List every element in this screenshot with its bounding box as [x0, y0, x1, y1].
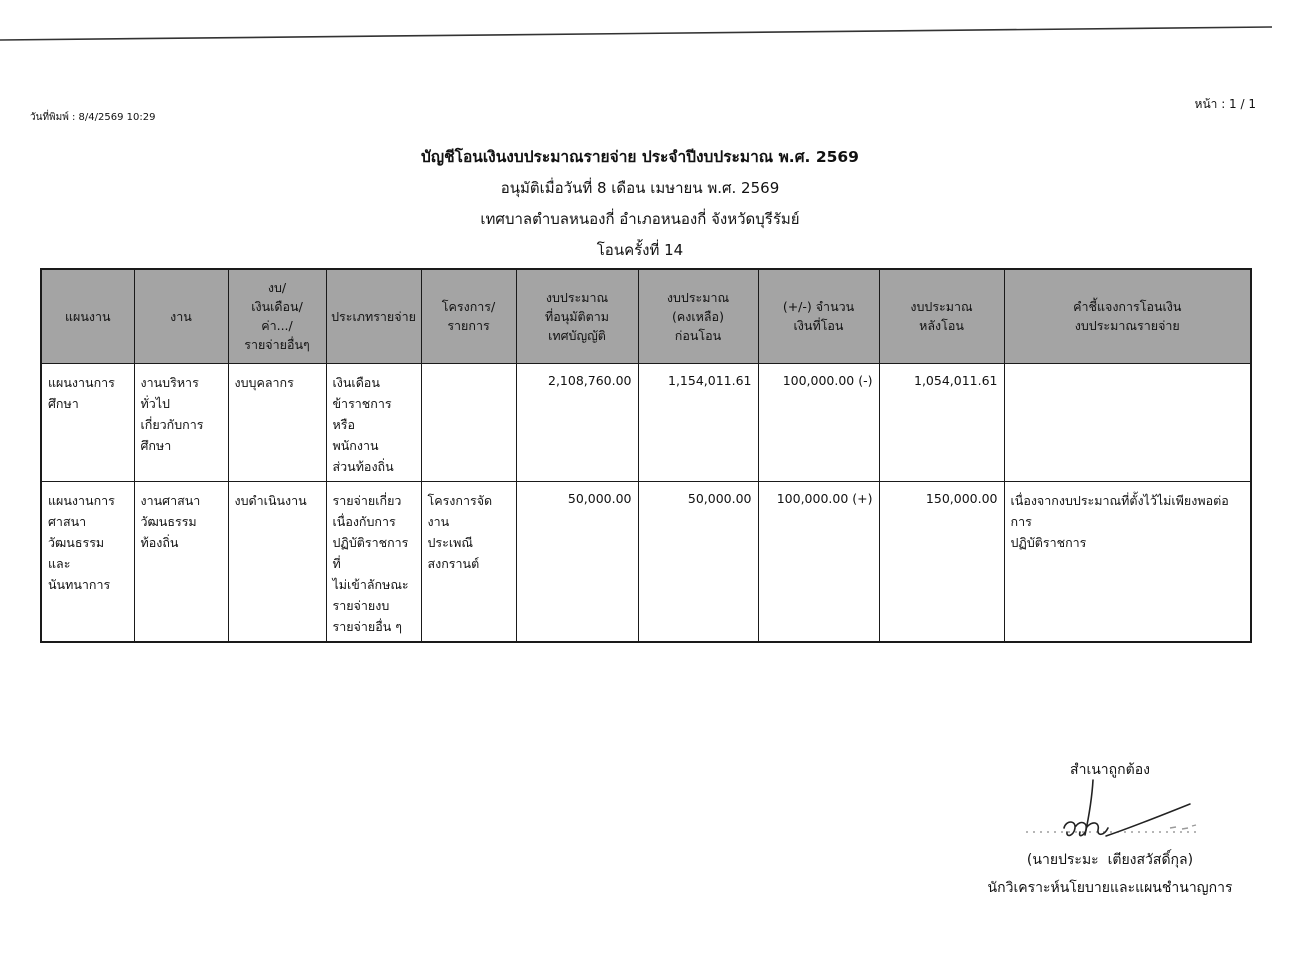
- budget-transfer-table: [40, 268, 1252, 643]
- header-approved-budget: งบประมาณ ที่อนุมัติตาม เทศบัญญัติ: [516, 269, 638, 363]
- table-row: [41, 363, 1251, 481]
- organization-name: เทศบาลตำบลหนองกี่ อำเภอหนองกี่ จังหวัดบุรีรัมย์: [480, 210, 800, 228]
- cell-plan: แผนงานการ ศึกษา: [41, 363, 134, 481]
- cell-plan: แผนงานการ ศาสนา วัฒนธรรม และ นันทนาการ: [41, 481, 134, 642]
- header-project: โครงการ/ รายการ: [421, 269, 516, 363]
- table-row: [41, 481, 1251, 642]
- cell-budget-category: งบดำเนินงาน: [228, 481, 326, 642]
- header-plan: แผนงาน: [41, 269, 134, 363]
- cell-remaining-before: 50,000.00: [638, 481, 758, 642]
- transfer-number: โอนครั้งที่ 14: [596, 241, 684, 259]
- cell-work: งานบริหารทั่วไป เกี่ยวกับการ ศึกษา: [134, 363, 228, 481]
- table-header-row: [41, 269, 1251, 363]
- cell-expense-type: เงินเดือน ข้าราชการ หรือ พนักงาน ส่วนท้องถิ่น: [326, 363, 421, 481]
- header-after-transfer: งบประมาณ หลังโอน: [879, 269, 1004, 363]
- certified-copy-label: สำเนาถูกต้อง: [1070, 762, 1150, 778]
- cell-transfer-amount: 100,000.00 (-): [758, 363, 879, 481]
- signer-name: (นายประมะ เตียงสวัสดิ์กุล): [1026, 852, 1194, 868]
- approval-date: อนุมัติเมื่อวันที่ 8 เดือน เมษายน พ.ศ. 2569: [500, 179, 780, 197]
- cell-after-transfer: 150,000.00: [879, 481, 1004, 642]
- header-remaining-before: งบประมาณ (คงเหลือ) ก่อนโอน: [638, 269, 758, 363]
- cell-remaining-before: 1,154,011.61: [638, 363, 758, 481]
- cell-approved-budget: 2,108,760.00: [516, 363, 638, 481]
- signer-position: นักวิเคราะห์นโยบายและแผนชำนาญการ: [987, 880, 1233, 896]
- cell-after-transfer: 1,054,011.61: [879, 363, 1004, 481]
- cell-work: งานศาสนา วัฒนธรรม ท้องถิ่น: [134, 481, 228, 642]
- header-expense-type: ประเภทรายจ่าย: [326, 269, 421, 363]
- header-budget-category: งบ/ เงินเดือน/ ค่า.../ รายจ่ายอื่นๆ: [228, 269, 326, 363]
- page-number: หน้า : 1 / 1: [1194, 97, 1256, 111]
- cell-project: โครงการจัดงาน ประเพณี สงกรานต์: [421, 481, 516, 642]
- cell-explanation: [1004, 363, 1251, 481]
- handwritten-signature: [1020, 778, 1200, 848]
- cell-expense-type: รายจ่ายเกี่ยว เนื่องกับการ ปฏิบัติราชการที่ ไม่เข้าลักษณะ รายจ่ายงบ รายจ่ายอื่น ๆ: [326, 481, 421, 642]
- cell-budget-category: งบบุคลากร: [228, 363, 326, 481]
- header-transfer-amount: (+/-) จำนวน เงินที่โอน: [758, 269, 879, 363]
- header-work: งาน: [134, 269, 228, 363]
- header-explanation: คำชี้แจงการโอนเงิน งบประมาณรายจ่าย: [1004, 269, 1251, 363]
- document-title-block: [0, 142, 1280, 266]
- cell-transfer-amount: 100,000.00 (+): [758, 481, 879, 642]
- document-title: บัญชีโอนเงินงบประมาณรายจ่าย ประจำปีงบประมาณ พ.ศ. 2569: [421, 148, 859, 166]
- cell-explanation: เนื่องจากงบประมาณที่ตั้งไว้ไม่เพียงพอต่อการ ปฏิบัติราชการ: [1004, 481, 1251, 642]
- cell-approved-budget: 50,000.00: [516, 481, 638, 642]
- cell-project: [421, 363, 516, 481]
- scan-edge-line: [0, 0, 1300, 60]
- print-date: วันที่พิมพ์ : 8/4/2569 10:29: [30, 112, 156, 123]
